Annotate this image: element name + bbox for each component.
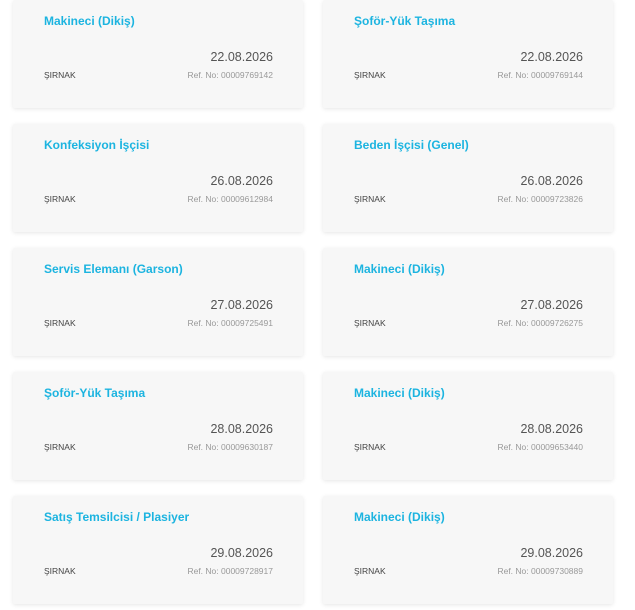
job-title-link[interactable]: Şoför-Yük Taşıma xyxy=(354,14,456,28)
job-title-link[interactable]: Servis Elemanı (Garson) xyxy=(44,262,183,276)
job-card[interactable] xyxy=(323,496,613,604)
job-title-link[interactable]: Makineci (Dikiş) xyxy=(44,14,135,28)
job-date: 29.08.2026 xyxy=(210,546,273,560)
job-title-link[interactable]: Konfeksiyon İşçisi xyxy=(44,138,150,152)
job-city: ŞIRNAK xyxy=(354,194,386,204)
job-ref-number: Ref. No: 00009769144 xyxy=(497,70,583,80)
job-ref-number: Ref. No: 00009630187 xyxy=(187,442,273,452)
job-city: ŞIRNAK xyxy=(354,70,386,80)
job-date: 22.08.2026 xyxy=(210,50,273,64)
job-title-link[interactable]: Beden İşçisi (Genel) xyxy=(354,138,469,152)
job-city: ŞIRNAK xyxy=(44,566,76,576)
job-ref-number: Ref. No: 00009612984 xyxy=(187,194,273,204)
job-date: 28.08.2026 xyxy=(520,422,583,436)
job-date: 27.08.2026 xyxy=(210,298,273,312)
job-city: ŞIRNAK xyxy=(44,194,76,204)
job-card[interactable] xyxy=(13,124,303,232)
job-card[interactable] xyxy=(323,248,613,356)
job-ref-number: Ref. No: 00009726275 xyxy=(497,318,583,328)
job-ref-number: Ref. No: 00009723826 xyxy=(497,194,583,204)
job-city: ŞIRNAK xyxy=(354,566,386,576)
job-ref-number: Ref. No: 00009730889 xyxy=(497,566,583,576)
job-card[interactable] xyxy=(323,0,613,108)
job-ref-number: Ref. No: 00009728917 xyxy=(187,566,273,576)
job-city: ŞIRNAK xyxy=(44,318,76,328)
job-date: 22.08.2026 xyxy=(520,50,583,64)
job-city: ŞIRNAK xyxy=(44,70,76,80)
job-card[interactable] xyxy=(13,0,303,108)
job-title-link[interactable]: Satış Temsilcisi / Plasiyer xyxy=(44,510,190,524)
job-title-link[interactable]: Makineci (Dikiş) xyxy=(354,262,445,276)
job-city: ŞIRNAK xyxy=(354,442,386,452)
job-ref-number: Ref. No: 00009769142 xyxy=(187,70,273,80)
job-date: 27.08.2026 xyxy=(520,298,583,312)
job-card[interactable] xyxy=(323,124,613,232)
job-date: 29.08.2026 xyxy=(520,546,583,560)
job-ref-number: Ref. No: 00009653440 xyxy=(497,442,583,452)
job-date: 26.08.2026 xyxy=(210,174,273,188)
job-card[interactable] xyxy=(323,372,613,480)
job-card[interactable] xyxy=(13,496,303,604)
job-city: ŞIRNAK xyxy=(354,318,386,328)
job-date: 28.08.2026 xyxy=(210,422,273,436)
job-ref-number: Ref. No: 00009725491 xyxy=(187,318,273,328)
job-card[interactable] xyxy=(13,372,303,480)
job-title-link[interactable]: Şoför-Yük Taşıma xyxy=(44,386,146,400)
job-city: ŞIRNAK xyxy=(44,442,76,452)
job-date: 26.08.2026 xyxy=(520,174,583,188)
job-card[interactable] xyxy=(13,248,303,356)
job-title-link[interactable]: Makineci (Dikiş) xyxy=(354,510,445,524)
job-title-link[interactable]: Makineci (Dikiş) xyxy=(354,386,445,400)
